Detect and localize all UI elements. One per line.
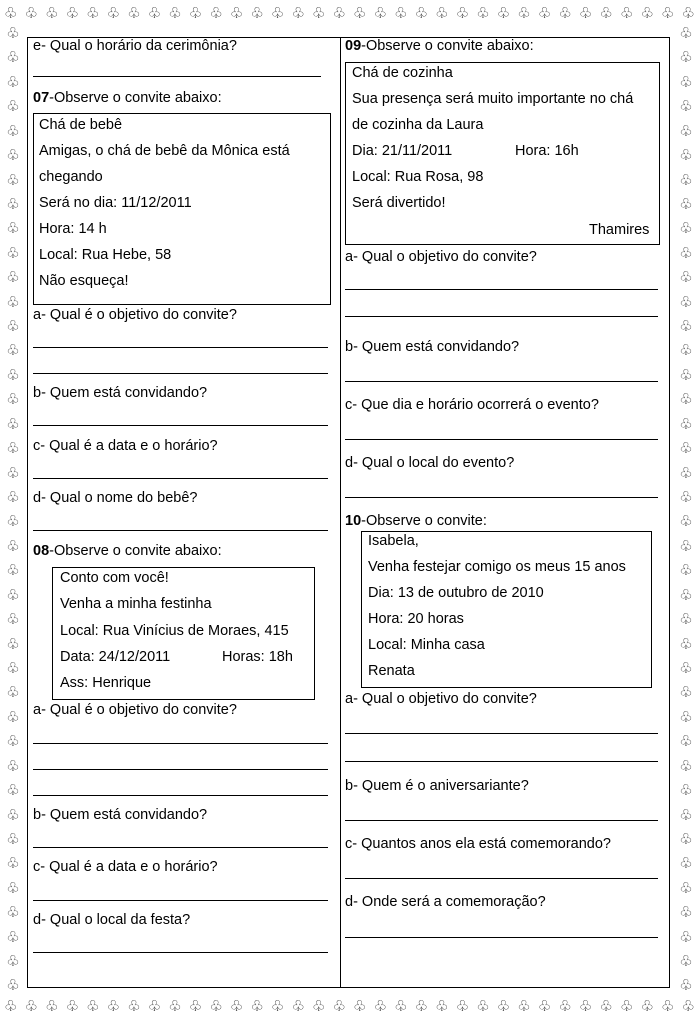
ornament-icon: ♧ — [6, 146, 20, 165]
ornament-icon: ♧ — [4, 3, 18, 22]
invite-line: Hora: 20 horas — [368, 611, 464, 627]
question: d- Qual o local da festa? — [33, 912, 191, 928]
ornament-icon: ♧ — [6, 439, 20, 458]
ornament-icon: ♧ — [6, 170, 20, 189]
ornament-icon: ♧ — [537, 996, 552, 1015]
ornament-icon: ♧ — [679, 585, 693, 604]
ornament-icon: ♧ — [6, 414, 20, 433]
ornament-icon: ♧ — [679, 707, 693, 726]
ornament-icon: ♧ — [661, 996, 675, 1015]
answer-line[interactable] — [345, 761, 658, 762]
question: c- Que dia e horário ocorrerá o evento? — [345, 397, 599, 413]
ornament-icon: ♧ — [6, 268, 20, 287]
ornament-icon: ♧ — [6, 610, 20, 629]
ornament-icon: ♧ — [6, 536, 20, 555]
ornament-icon: ♧ — [640, 996, 654, 1015]
ornament-icon: ♧ — [394, 3, 408, 22]
ornament-icon: ♧ — [311, 996, 326, 1015]
ornament-icon: ♧ — [6, 585, 20, 604]
ornament-icon: ♧ — [373, 3, 388, 22]
invite-signature: Thamires — [589, 222, 650, 238]
ornament-icon: ♧ — [6, 48, 20, 67]
ornament-icon: ♧ — [679, 24, 693, 42]
ornament-icon: ♧ — [188, 3, 203, 22]
ornament-icon: ♧ — [679, 488, 693, 507]
ornament-icon: ♧ — [558, 996, 572, 1015]
ornament-icon: ♧ — [147, 3, 162, 22]
ornament-icon: ♧ — [679, 732, 693, 751]
answer-line[interactable] — [33, 425, 328, 426]
answer-line[interactable] — [345, 878, 658, 879]
ornament-icon: ♧ — [291, 3, 305, 22]
answer-line[interactable] — [33, 769, 328, 770]
invite-line: Chá de bebê — [39, 117, 123, 133]
ornament-icon: ♧ — [6, 952, 20, 971]
invite-line: Não esqueça! — [39, 273, 129, 289]
invite-signature: Renata — [368, 663, 415, 679]
ornament-icon: ♧ — [679, 634, 693, 653]
ornament-icon: ♧ — [250, 3, 264, 22]
ornament-icon: ♧ — [332, 996, 346, 1015]
invite-line: Chá de cozinha — [352, 65, 453, 81]
ornament-icon: ♧ — [476, 3, 490, 22]
ornament-icon: ♧ — [6, 976, 20, 995]
answer-line[interactable] — [33, 478, 328, 479]
invite-time: Hora: 16h — [515, 143, 579, 159]
invite-line: Local: Rua Vinícius de Moraes, 415 — [60, 623, 289, 639]
ornament-icon: ♧ — [168, 996, 182, 1015]
ornament-icon: ♧ — [679, 878, 693, 897]
ornament-icon: ♧ — [414, 3, 429, 22]
ornament-icon: ♧ — [24, 996, 38, 1015]
ornament-icon: ♧ — [291, 996, 305, 1015]
invite-place: Local: Rua Rosa, 98 — [352, 169, 484, 185]
ornament-icon: ♧ — [250, 996, 264, 1015]
ornament-icon: ♧ — [537, 3, 552, 22]
exercise-07-heading — [33, 89, 222, 107]
ornament-icon: ♧ — [681, 3, 695, 22]
ornament-icon: ♧ — [679, 317, 693, 336]
ornament-icon: ♧ — [209, 3, 223, 22]
ornament-icon: ♧ — [578, 996, 593, 1015]
question: d- Onde será a comemoração? — [345, 894, 546, 910]
ornament-icon: ♧ — [6, 707, 20, 726]
ornament-icon: ♧ — [679, 512, 693, 531]
invite-line: chegando — [39, 169, 103, 185]
ornament-icon: ♧ — [679, 952, 693, 971]
ornament-icon: ♧ — [332, 3, 346, 22]
question: a- Qual é o objetivo do convite? — [33, 702, 237, 718]
invite-line: Amigas, o chá de bebê da Mônica está — [39, 143, 290, 159]
invite-line: Dia: 13 de outubro de 2010 — [368, 585, 544, 601]
ornament-icon: ♧ — [106, 996, 121, 1015]
question: a- Qual o objetivo do convite? — [345, 249, 537, 265]
ornament-icon: ♧ — [679, 268, 693, 287]
ornament-icon: ♧ — [679, 219, 693, 238]
ornament-icon: ♧ — [558, 3, 572, 22]
exercise-number: 07 — [33, 90, 50, 106]
ornament-icon: ♧ — [45, 996, 59, 1015]
answer-line[interactable] — [33, 76, 321, 77]
answer-line[interactable] — [33, 952, 328, 953]
ornament-icon: ♧ — [679, 97, 693, 116]
question: c- Qual é a data e o horário? — [33, 438, 218, 454]
answer-line[interactable] — [345, 733, 658, 734]
ornament-icon: ♧ — [679, 683, 693, 702]
ornament-icon: ♧ — [6, 292, 20, 311]
ornament-icon: ♧ — [679, 976, 693, 995]
ornament-icon: ♧ — [373, 996, 388, 1015]
ornament-icon: ♧ — [65, 996, 80, 1015]
exercise-instruction: -Observe o convite abaixo: — [361, 38, 534, 54]
ornament-icon: ♧ — [65, 3, 80, 22]
ornament-icon: ♧ — [24, 3, 38, 22]
ornament-icon: ♧ — [517, 996, 531, 1015]
ornament-icon: ♧ — [209, 996, 223, 1015]
answer-line[interactable] — [345, 316, 658, 317]
answer-line[interactable] — [345, 381, 658, 382]
ornament-icon: ♧ — [6, 72, 20, 91]
border-bottom-ornament — [0, 995, 699, 1017]
invite-line: de cozinha da Laura — [352, 117, 484, 133]
ornament-icon: ♧ — [127, 996, 141, 1015]
question: b- Quem é o aniversariante? — [345, 778, 529, 794]
ornament-icon: ♧ — [679, 658, 693, 677]
ornament-icon: ♧ — [6, 805, 20, 824]
ornament-icon: ♧ — [6, 561, 20, 580]
invite-line: Local: Rua Hebe, 58 — [39, 247, 172, 263]
ornament-icon: ♧ — [6, 658, 20, 677]
exercise-number: 09 — [345, 38, 362, 54]
invite-line: Isabela, — [368, 533, 419, 549]
ornament-icon: ♧ — [6, 341, 20, 360]
ornament-icon: ♧ — [6, 194, 20, 213]
ornament-icon: ♧ — [6, 829, 20, 848]
ornament-icon: ♧ — [679, 561, 693, 580]
ornament-icon: ♧ — [681, 996, 695, 1015]
ornament-icon: ♧ — [679, 341, 693, 360]
answer-line[interactable] — [345, 497, 658, 498]
invite-line: Sua presença será muito importante no chá — [352, 91, 634, 107]
ornament-icon: ♧ — [679, 610, 693, 629]
question: b- Quem está convidando? — [33, 807, 208, 823]
ornament-icon: ♧ — [6, 903, 20, 922]
ornament-icon: ♧ — [476, 996, 490, 1015]
exercise-number: 10 — [345, 513, 362, 529]
ornament-icon: ♧ — [6, 854, 20, 873]
answer-line[interactable] — [33, 530, 328, 531]
ornament-icon: ♧ — [168, 3, 182, 22]
ornament-icon: ♧ — [679, 805, 693, 824]
question: b- Quem está convidando? — [345, 339, 520, 355]
invite-line: Venha festejar comigo os meus 15 anos — [368, 559, 626, 575]
exercise-number: 08 — [33, 543, 50, 559]
exercise-10-heading — [345, 512, 487, 530]
ornament-icon: ♧ — [6, 463, 20, 482]
invite-line: Local: Minha casa — [368, 637, 485, 653]
answer-line[interactable] — [345, 289, 658, 290]
ornament-icon: ♧ — [6, 97, 20, 116]
ornament-icon: ♧ — [6, 512, 20, 531]
answer-line[interactable] — [33, 347, 328, 348]
ornament-icon: ♧ — [6, 243, 20, 262]
column-divider — [340, 37, 341, 988]
ornament-icon: ♧ — [353, 996, 367, 1015]
ornament-icon: ♧ — [661, 3, 675, 22]
ornament-icon: ♧ — [270, 3, 285, 22]
ornament-icon: ♧ — [679, 48, 693, 67]
ornament-icon: ♧ — [86, 996, 100, 1015]
invite-line: Conto com você! — [60, 570, 169, 586]
ornament-icon: ♧ — [6, 390, 20, 409]
ornament-icon: ♧ — [414, 996, 429, 1015]
ornament-icon: ♧ — [435, 996, 449, 1015]
ornament-icon: ♧ — [127, 3, 141, 22]
ornament-icon: ♧ — [679, 121, 693, 140]
ornament-icon: ♧ — [679, 439, 693, 458]
answer-line[interactable] — [33, 743, 328, 744]
ornament-icon: ♧ — [679, 927, 693, 946]
ornament-icon: ♧ — [6, 219, 20, 238]
invite-line: Venha a minha festinha — [60, 596, 212, 612]
question: b- Quem está convidando? — [33, 385, 208, 401]
ornament-icon: ♧ — [679, 829, 693, 848]
ornament-icon: ♧ — [640, 3, 654, 22]
exercise-instruction: -Observe o convite abaixo: — [49, 543, 222, 559]
ornament-icon: ♧ — [6, 365, 20, 384]
ornament-icon: ♧ — [679, 781, 693, 800]
answer-line[interactable] — [345, 820, 658, 821]
ornament-icon: ♧ — [435, 3, 449, 22]
ornament-icon: ♧ — [455, 3, 470, 22]
ornament-icon: ♧ — [311, 3, 326, 22]
ornament-icon: ♧ — [45, 3, 59, 22]
ornament-icon: ♧ — [679, 854, 693, 873]
ornament-icon: ♧ — [679, 365, 693, 384]
question: a- Qual o objetivo do convite? — [345, 691, 537, 707]
ornament-icon: ♧ — [6, 121, 20, 140]
invite-time: Horas: 18h — [222, 649, 293, 665]
ornament-icon: ♧ — [619, 996, 634, 1015]
ornament-icon: ♧ — [599, 996, 613, 1015]
exercise-instruction: -Observe o convite abaixo: — [49, 90, 222, 106]
border-left-ornament — [2, 26, 24, 994]
ornament-icon: ♧ — [455, 996, 470, 1015]
ornament-icon: ♧ — [229, 3, 244, 22]
ornament-icon: ♧ — [6, 756, 20, 775]
ornament-icon: ♧ — [6, 878, 20, 897]
ornament-icon: ♧ — [619, 3, 634, 22]
answer-line[interactable] — [33, 847, 328, 848]
ornament-icon: ♧ — [679, 243, 693, 262]
ornament-icon: ♧ — [679, 390, 693, 409]
invite-line: Será divertido! — [352, 195, 446, 211]
invite-date: Data: 24/12/2011 — [60, 649, 171, 665]
ornament-icon: ♧ — [679, 536, 693, 555]
ornament-icon: ♧ — [6, 24, 20, 42]
ornament-icon: ♧ — [147, 996, 162, 1015]
ornament-icon: ♧ — [6, 683, 20, 702]
question-e-ceremony-time: e- Qual o horário da cerimônia? — [33, 38, 237, 54]
question: a- Qual é o objetivo do convite? — [33, 307, 237, 323]
question: c- Quantos anos ela está comemorando? — [345, 836, 611, 852]
exercise-09-heading — [345, 37, 534, 55]
ornament-icon: ♧ — [679, 194, 693, 213]
ornament-icon: ♧ — [679, 463, 693, 482]
invite-signature: Ass: Henrique — [60, 675, 152, 691]
ornament-icon: ♧ — [679, 756, 693, 775]
question: d- Qual o local do evento? — [345, 455, 515, 471]
ornament-icon: ♧ — [679, 170, 693, 189]
ornament-icon: ♧ — [599, 3, 613, 22]
ornament-icon: ♧ — [6, 317, 20, 336]
ornament-icon: ♧ — [578, 3, 593, 22]
ornament-icon: ♧ — [6, 488, 20, 507]
answer-line[interactable] — [345, 937, 658, 938]
ornament-icon: ♧ — [106, 3, 121, 22]
ornament-icon: ♧ — [679, 72, 693, 91]
ornament-icon: ♧ — [517, 3, 531, 22]
invite-date: Dia: 21/11/2011 — [352, 143, 453, 159]
question: d- Qual o nome do bebê? — [33, 490, 198, 506]
ornament-icon: ♧ — [496, 996, 511, 1015]
ornament-icon: ♧ — [6, 732, 20, 751]
invite-line: Hora: 14 h — [39, 221, 107, 237]
answer-line[interactable] — [33, 373, 328, 374]
question: c- Qual é a data e o horário? — [33, 859, 218, 875]
ornament-icon: ♧ — [679, 903, 693, 922]
ornament-icon: ♧ — [679, 146, 693, 165]
ornament-icon: ♧ — [6, 634, 20, 653]
ornament-icon: ♧ — [188, 996, 203, 1015]
ornament-icon: ♧ — [394, 996, 408, 1015]
ornament-icon: ♧ — [4, 996, 18, 1015]
ornament-icon: ♧ — [353, 3, 367, 22]
ornament-icon: ♧ — [496, 3, 511, 22]
exercise-08-heading — [33, 542, 222, 560]
border-top-ornament — [0, 2, 699, 24]
ornament-icon: ♧ — [6, 927, 20, 946]
ornament-icon: ♧ — [679, 414, 693, 433]
border-right-ornament — [675, 26, 697, 994]
ornament-icon: ♧ — [679, 292, 693, 311]
ornament-icon: ♧ — [6, 781, 20, 800]
exercise-instruction: -Observe o convite: — [361, 513, 487, 529]
ornament-icon: ♧ — [229, 996, 244, 1015]
answer-line[interactable] — [33, 900, 328, 901]
answer-line[interactable] — [345, 439, 658, 440]
ornament-icon: ♧ — [270, 996, 285, 1015]
answer-line[interactable] — [33, 795, 328, 796]
invite-line: Será no dia: 11/12/2011 — [39, 195, 192, 211]
ornament-icon: ♧ — [86, 3, 100, 22]
